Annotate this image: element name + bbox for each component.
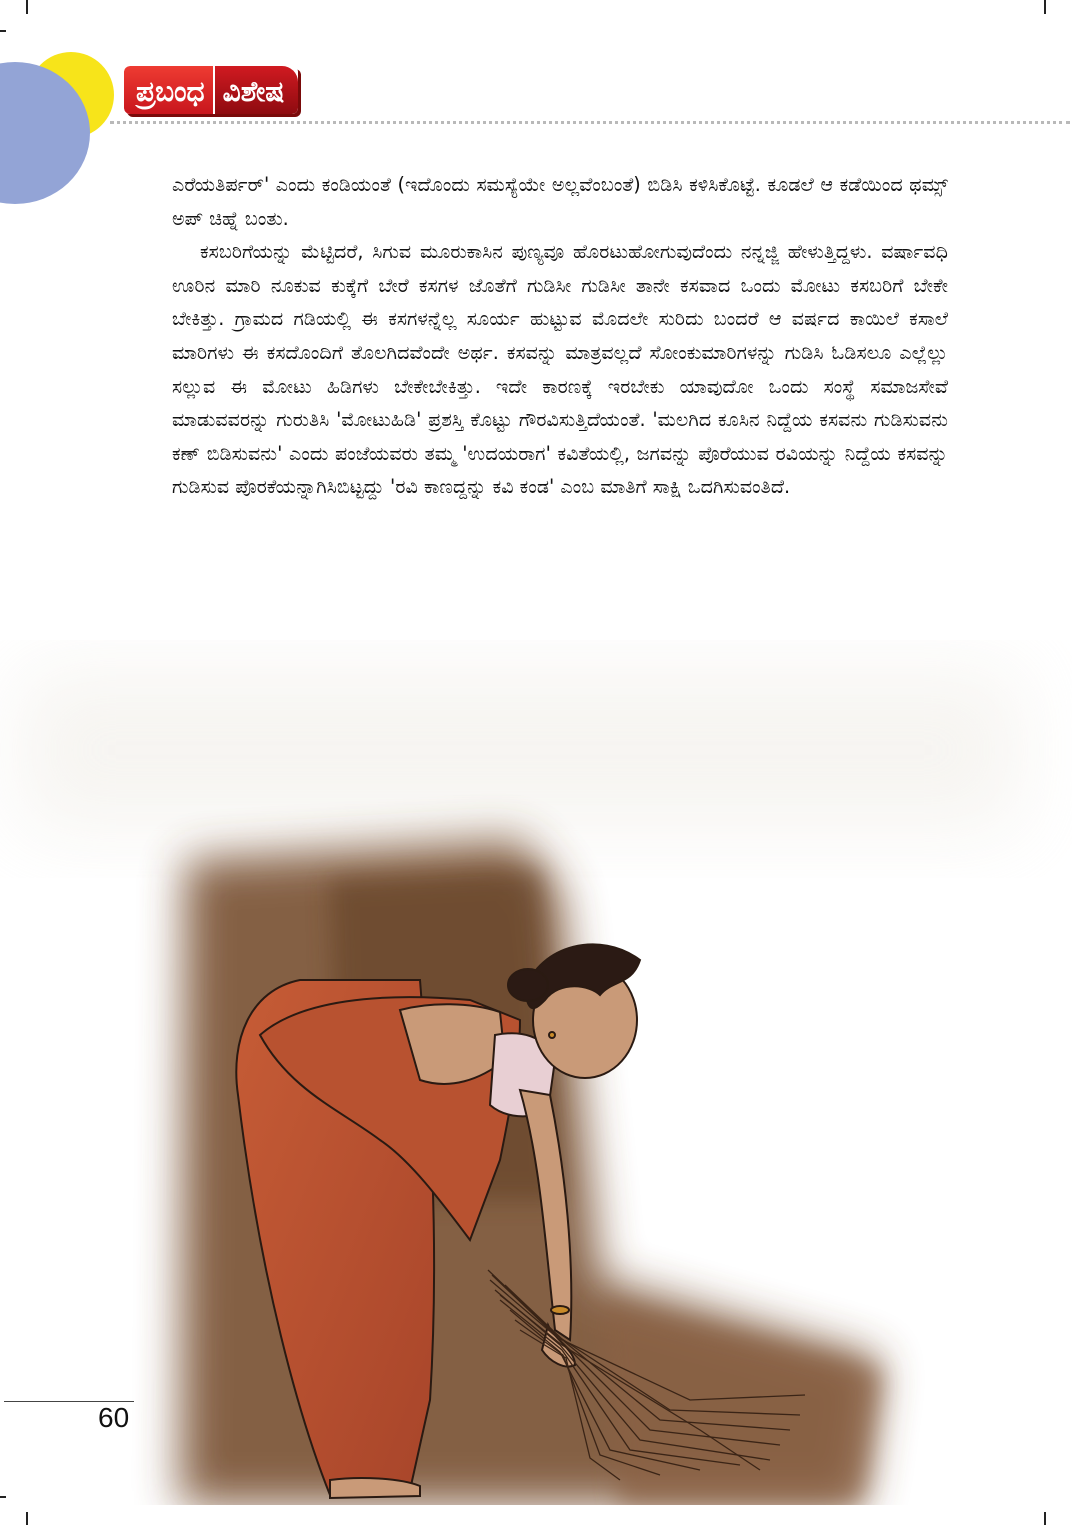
crop-mark-top-left xyxy=(26,0,28,14)
woman-sweeping-illustration xyxy=(0,640,1072,1505)
crop-mark-bottom-right xyxy=(1044,1512,1046,1525)
header-dotted-rule xyxy=(110,121,1070,124)
article-paragraph-1: ಎರೆಯತಿರ್ಪರ್' ಎಂದು ಕಂಡಿಯಂತೆ (ಇದೊಂದು ಸಮಸ್ಯೆಯೇ ಅಲ್ಲವೆಂಬಂತೆ) ಬಿಡಿಸಿ ಕಳಿಸಿಕೊಟ್ಟೆ. ಕೂಡಲೆ ಆ ಕಡೆಯಿಂದ ಥಮ್ಸ್ ಅಪ್ ಚಿಹ್ನೆ ಬಂತು. xyxy=(172,173,948,230)
page-number: 60 xyxy=(98,1402,130,1433)
crop-mark-bottom-left xyxy=(26,1512,28,1525)
section-header-tab xyxy=(124,66,298,114)
article-paragraph-2: ಕಸಬರಿಗೆಯನ್ನು ಮೆಟ್ಟಿದರೆ, ಸಿಗುವ ಮೂರುಕಾಸಿನ ಪುಣ್ಯವೂ ಹೊರಟುಹೋಗುವುದೆಂದು ನನ್ನಜ್ಜಿ ಹೇಳುತ್ತಿದ್ದಳು. ವರ್ಷಾವಧಿ ಊರಿನ ಮಾರಿ ನೂಕುವ ಕುಕ್ಕೆಗೆ ಬೇರೆ ಕಸಗಳ ಜೊತೆಗೆ ಗುಡಿಸೀ ಗುಡಿಸೀ ತಾನೇ ಕಸವಾದ ಒಂದು ಮೋಟು ಕಸಬರಿಗೆ ಬೇಕೇ ಬೇಕಿತ್ತು. ಗ್ರಾಮದ ಗಡಿಯಲ್ಲಿ ಈ ಕಸಗಳನ್ನೆಲ್ಲ ಸೂರ್ಯ ಹುಟ್ಟುವ ಮೊದಲೇ ಸುರಿದು ಬಂದರೆ ಆ ವರ್ಷದ ಕಾಯಿಲೆ ಕಸಾಲೆ ಮಾರಿಗಳು ಈ ಕಸದೊಂದಿಗೆ ತೊಲಗಿದವೆಂದೇ ಅರ್ಥ. ಕಸವನ್ನು ಮಾತ್ರವಲ್ಲದೆ ಸೋಂಕುಮಾರಿಗಳನ್ನು ಗುಡಿಸಿ ಓಡಿಸಲೂ ಎಲ್ಲೆಲ್ಲು ಸಲ್ಲುವ ಈ ಮೋಟು ಹಿಡಿಗಳು ಬೇಕೇಬೇಕಿತ್ತು. ಇದೇ ಕಾರಣಕ್ಕೆ ಇರಬೇಕು ಯಾವುದೋ ಒಂದು ಸಂಸ್ಥೆ ಸಮಾಜಸೇವೆ ಮಾಡುವವರನ್ನು ಗುರುತಿಸಿ 'ಮೋಟುಹಿಡಿ' ಪ್ರಶಸ್ತಿ ಕೊಟ್ಟು ಗೌರವಿಸುತ್ತಿದೆಯಂತೆ. 'ಮಲಗಿದ ಕೂಸಿನ ನಿದ್ದೆಯ ಕಸವನು ಗುಡಿಸುವನು ಕಣ್ ಬಿಡಿಸುವನು' ಎಂದು ಪಂಜೆಯವರು ತಮ್ಮ 'ಉದಯರಾಗ' ಕವಿತೆಯಲ್ಲಿ, ಜಗವನ್ನು ಪೊರೆಯುವ ರವಿಯನ್ನು ನಿದ್ದೆಯ ಕಸವನ್ನು ಗುಡಿಸುವ ಪೊರಕೆಯನ್ನಾಗಿಸಿಬಿಟ್ಟದ್ದು 'ರವಿ ಕಾಣದ್ದನ್ನು ಕವಿ ಕಂಡ' ಎಂಬ ಮಾತಿಗೆ ಸಾಕ್ಷಿ ಒದಗಿಸುವಂತಿದೆ. xyxy=(172,240,948,499)
section-title-part2: ವಿಶೇಷ xyxy=(213,66,299,114)
crop-mark-left-upper xyxy=(0,30,6,32)
article-body xyxy=(172,168,948,504)
section-title-part1: ಪ್ರಬಂಧ xyxy=(124,66,213,114)
crop-mark-top-right xyxy=(1044,0,1046,14)
